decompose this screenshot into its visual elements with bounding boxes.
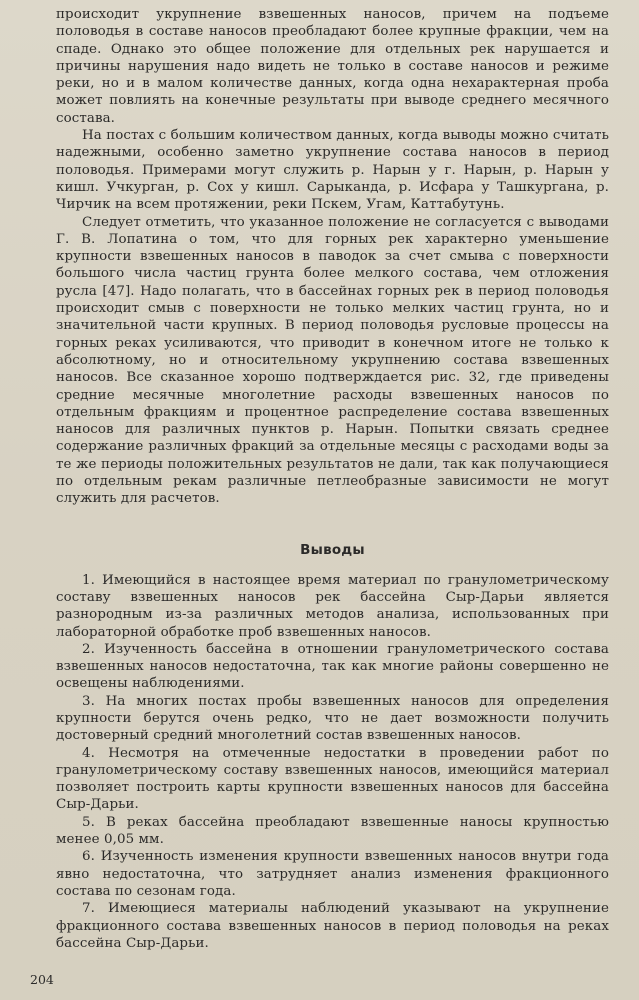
section-title: Выводы	[300, 541, 365, 558]
page-number: 204	[30, 972, 54, 987]
body-text	[56, 6, 609, 508]
conclusions-list	[56, 572, 609, 953]
list-item: 4. Несмотря на отмеченные недостатки в проведении работ по гранулометрическому составу взвешенных наносов, имеющийся материал позволяет построить карты крупности взвешенных наносов для бассейна Сыр-Дарьи.	[56, 745, 609, 813]
paragraph: Следует отметить, что указанное положение не согласуется с выводами Г. В. Лопатина о том, что для горных рек характерно уменьшение крупности взвешенных наносов в паводок за счет смыва с поверхности большого числа частиц грунта более мелкого состава, чем отложения русла [47]. Надо полагать, что в бассейнах горных рек в период половодья происходит смыв с поверхности не только мелких частиц грунта, но и значительной части крупных. В период половодья русловые процессы на горных реках усиливаются, что приводит в конечном итоге не только к абсолютному, но и относительному укрупнению состава взвешенных наносов. Все сказанное хорошо подтверждается рис. 32, где приведены средние месячные многолетние расходы взвешенных наносов по отдельным фракциям и процентное распределение состава взвешенных наносов для различных пунктов р. Нарын. Попытки связать среднее содержание различных фракций за отдельные месяцы с расходами воды за те же периоды положительных результатов не дали, так как получающиеся по отдельным рекам различные петлеобразные зависимости не могут служить для расчетов.	[56, 214, 609, 507]
list-item: 1. Имеющийся в настоящее время материал по гранулометрическому составу взвешенных наносов рек бассейна Сыр-Дарьи является разнородным из-за различных методов анализа, использованных при лабораторной обработке проб взвешенных наносов.	[56, 572, 609, 640]
list-item: 5. В реках бассейна преобладают взвешенные наносы крупностью менее 0,05 мм.	[56, 814, 609, 848]
list-item: 6. Изученность изменения крупности взвешенных наносов внутри года явно недостаточна, что затрудняет анализ изменения фракционного состава по сезонам года.	[56, 849, 609, 899]
paragraph: На постах с большим количеством данных, когда выводы можно считать надежными, особенно заметно укрупнение состава наносов в период половодья. Примерами могут служить р. Нарын у г. Нарын, р. Нарын у кишл. Учкурган, р. Сох у кишл. Сарыканда, р. Исфара у Ташкургана, р. Чирчик на всем протяжении, реки Пскем, Угам, Каттабутунь.	[56, 128, 609, 213]
list-item: 3. На многих постах пробы взвешенных наносов для определения крупности берутся очень редко, что не дает возможности получить достоверный средний многолетний состав взвешенных наносов.	[56, 693, 609, 744]
paragraph: происходит укрупнение взвешенных наносов, причем на подъеме половодья в составе наносов преобладают более крупные фракции, чем на спаде. Однако это общее положение для отдельных рек нарушается и причины нарушения надо видеть не только в составе наносов и режиме реки, но и в малом количестве данных, когда одна нехарактерная проба может повлиять на конечные результаты при выводе среднего месячного состава.	[56, 7, 609, 126]
list-item: 2. Изученность бассейна в отношении гранулометрического состава взвешенных наносов недостаточна, так как многие районы совершенно не освещены наблюдениями.	[56, 641, 609, 692]
list-item: 7. Имеющиеся материалы наблюдений указывают на укрупнение фракционного состава взвешенных наносов в период половодья на реках бассейна Сыр-Дарьи.	[56, 901, 609, 951]
